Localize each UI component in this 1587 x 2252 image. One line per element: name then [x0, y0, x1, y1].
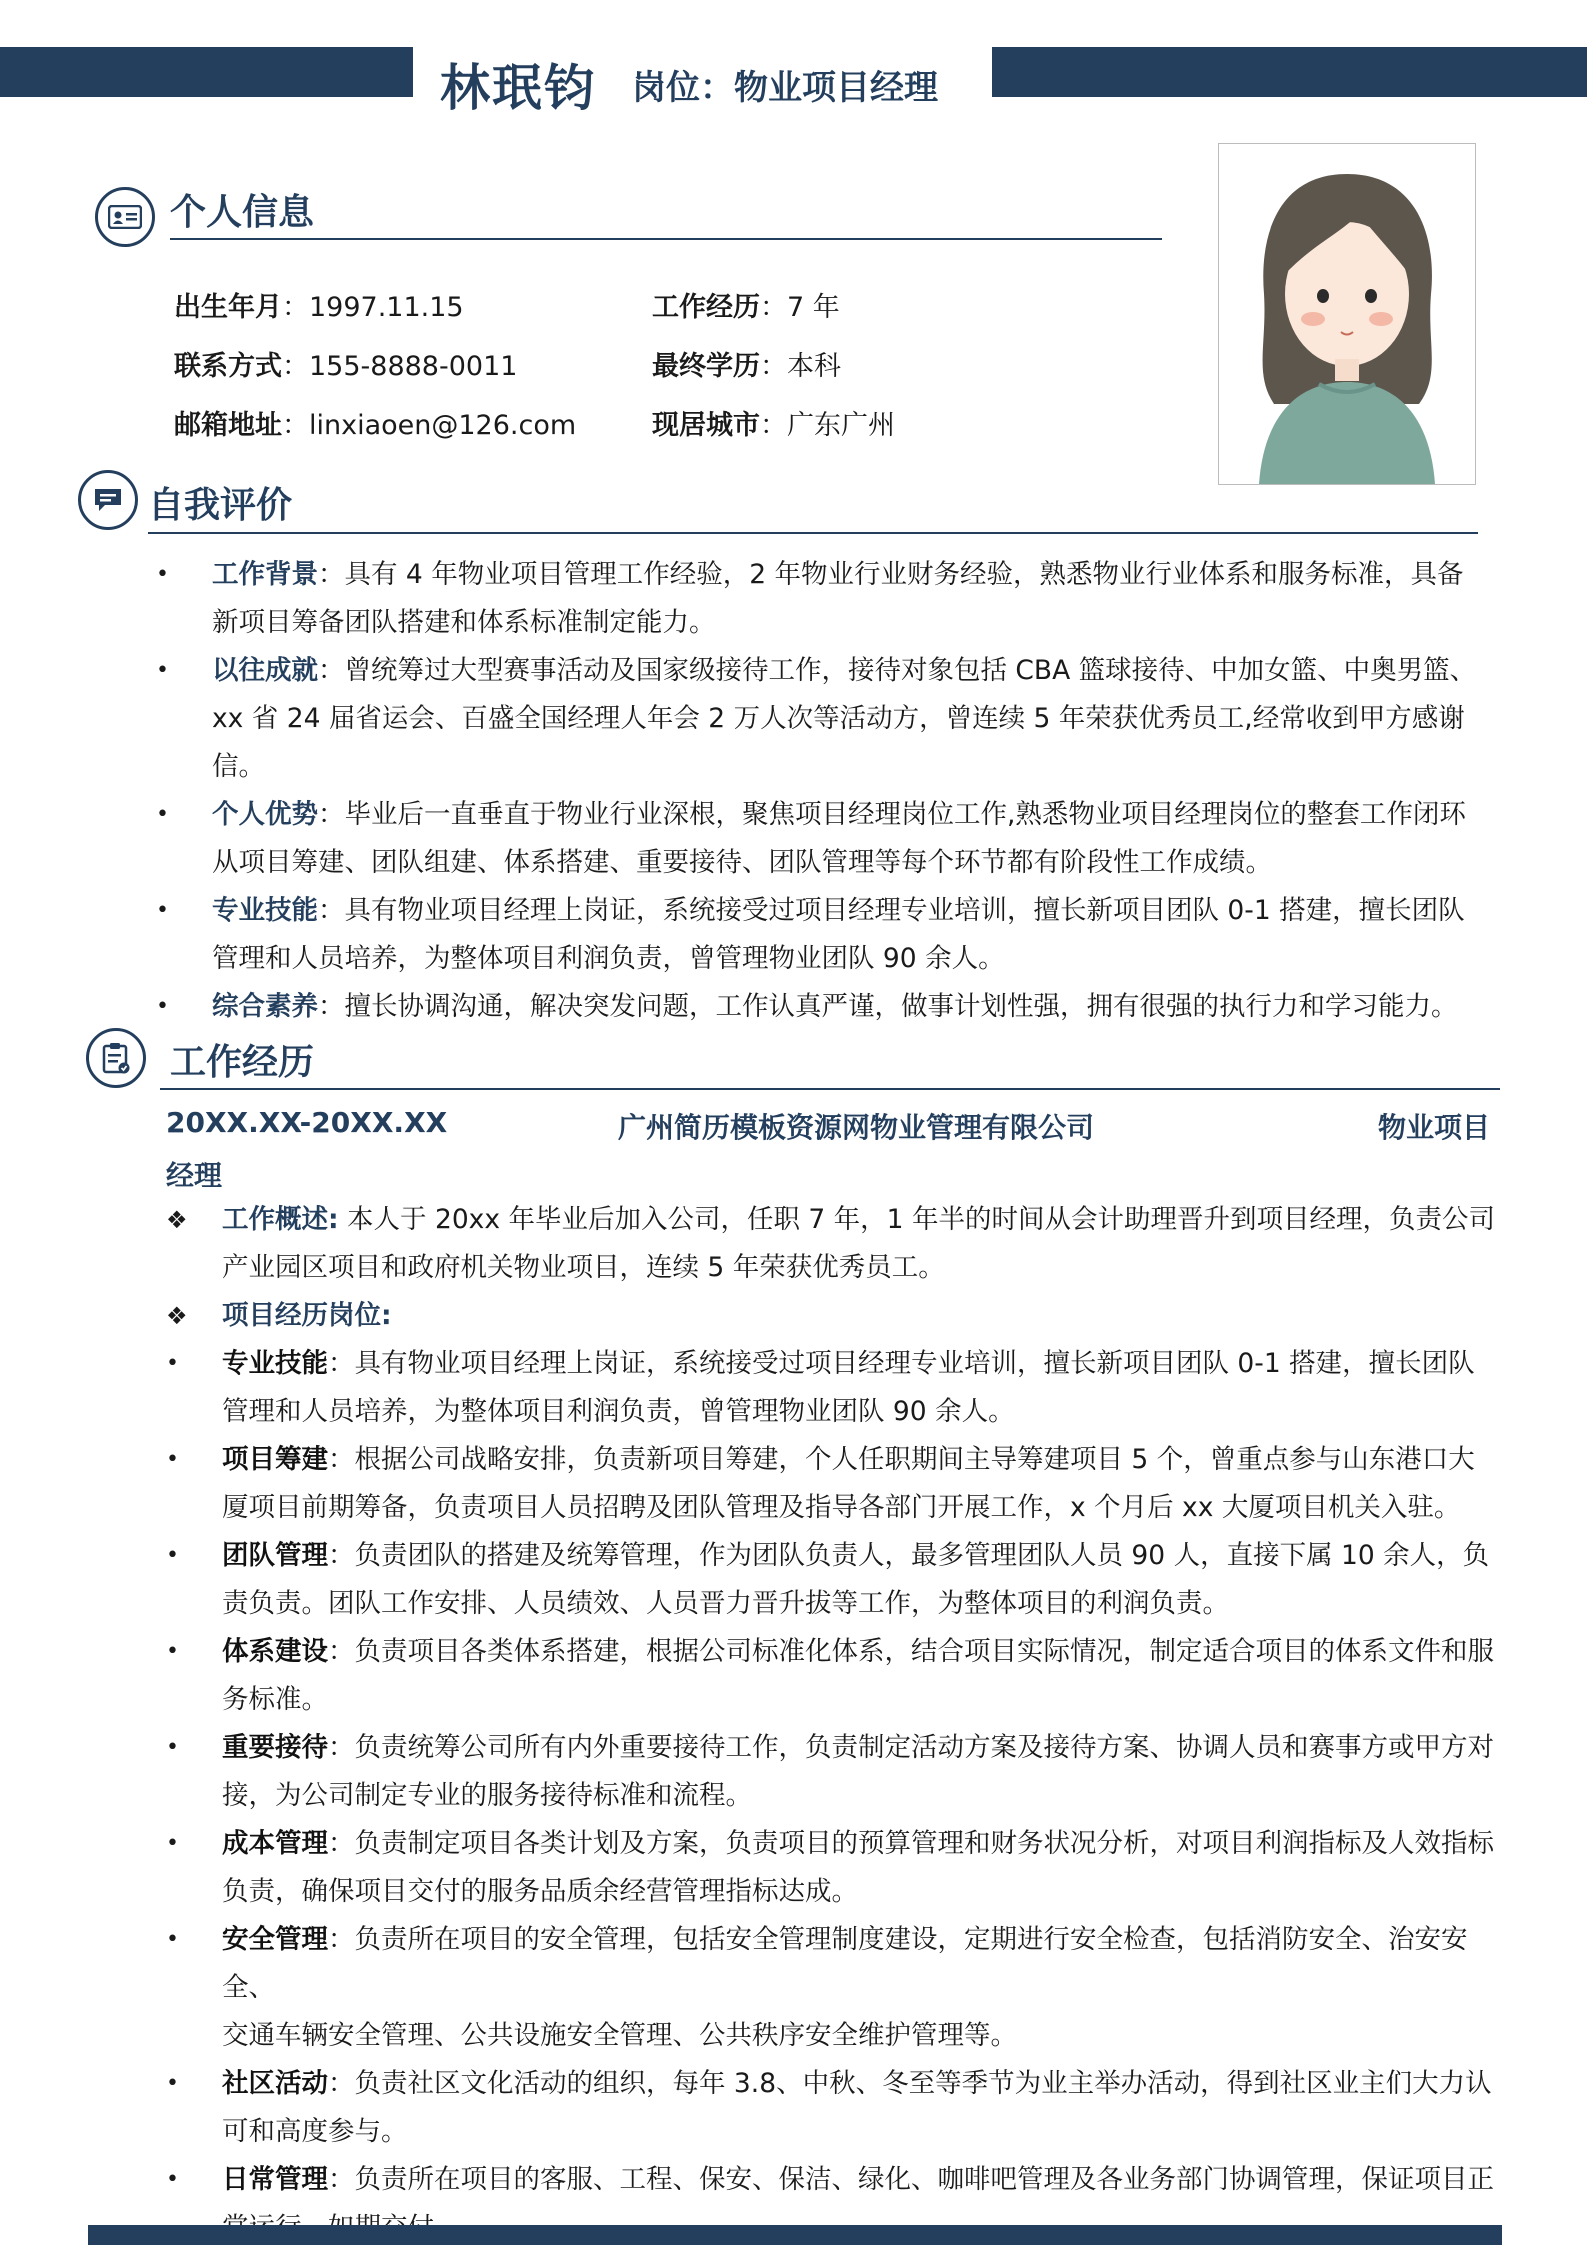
self-eval-list — [156, 551, 1496, 1031]
bullet-icon: • — [166, 1351, 179, 1376]
list-item: • 重要接待：负责统筹公司所有内外重要接待工作，负责制定活动方案及接待方案、协调人员和赛事方或甲方对 接，为公司制定专业的服务接待标准和流程。 — [166, 1724, 1506, 1820]
info-email: 邮箱地址：linxiaoen@126.com — [174, 410, 577, 441]
job-role: 物业项目 — [1378, 1111, 1491, 1144]
bullet-icon: • — [156, 802, 169, 827]
list-item: • 体系建设：负责项目各类体系搭建，根据公司标准化体系，结合项目实际情况，制定适合项目的体系文件和服 务标准。 — [166, 1628, 1506, 1724]
clipboard-icon — [86, 1028, 146, 1088]
section-title-work: 工作经历 — [170, 1042, 315, 1083]
job-company: 广州简历模板资源网物业管理有限公司 — [618, 1111, 1095, 1144]
list-item: • 工作背景：具有 4 年物业项目管理工作经验，2 年物业行业财务经验，熟悉物业行业体系和服务标准，具备 新项目筹备团队搭建和体系标准制定能力。 — [156, 551, 1496, 647]
list-item: • 个人优势：毕业后一直垂直于物业行业深根，聚焦项目经理岗位工作,熟悉物业项目经理岗位的整套工作闭环 从项目筹建、团队组建、体系搭建、重要接待、团队管理等每个环节都有阶段性工作成绩。 — [156, 791, 1496, 887]
list-item: • 成本管理：负责制定项目各类计划及方案，负责项目的预算管理和财务状况分析，对项目利润指标及人效指标 负责，确保项目交付的服务品质余经营管理指标达成。 — [166, 1820, 1506, 1916]
list-item: • 项目筹建：根据公司战略安排，负责新项目筹建，个人任职期间主导筹建项目 5 个，曾重点参与山东港口大 厦项目前期筹备，负责项目人员招聘及团队管理及指导各部门开展工作，x 个月后 xx 大厦项目机关入驻。 — [166, 1436, 1506, 1532]
bullet-icon: • — [156, 994, 169, 1019]
info-phone: 联系方式：155-8888-0011 — [174, 351, 518, 382]
work-duties-list — [166, 1340, 1506, 2252]
section-divider — [148, 532, 1478, 534]
candidate-name: 林珉钧 — [440, 59, 596, 117]
bullet-icon: • — [166, 1543, 179, 1568]
info-birth: 出生年月：1997.11.15 — [174, 292, 464, 323]
footer-bar — [88, 2225, 1502, 2245]
list-item: • 专业技能：具有物业项目经理上岗证，系统接受过项目经理专业培训，擅长新项目团队 0-1 搭建，擅长团队 管理和人员培养，为整体项目利润负责，曾管理物业团队 90 余人。 — [166, 1340, 1506, 1436]
info-education: 最终学历：本科 — [652, 351, 841, 382]
list-item: ❖ 工作概述: 本人于 20xx 年毕业后加入公司，任职 7 年，1 年半的时间从会计助理晋升到项目经理，负责公司 产业园区项目和政府机关物业项目，连续 5 年荣获优秀员工。 — [166, 1196, 1506, 1292]
bullet-icon: • — [156, 898, 169, 923]
diamond-bullet-icon: ❖ — [166, 1206, 188, 1234]
diamond-bullet-icon: ❖ — [166, 1302, 188, 1330]
work-overview — [166, 1196, 1506, 1340]
list-item: • 综合素养：擅长协调沟通，解决突发问题，工作认真严谨，做事计划性强，拥有很强的执行力和学习能力。 — [156, 983, 1496, 1031]
list-item: • 安全管理：负责所在项目的安全管理，包括安全管理制度建设，定期进行安全检查，包括消防安全、治安安全、 交通车辆安全管理、公共设施安全管理、公共秩序安全维护管理等。 — [166, 1916, 1506, 2060]
bullet-icon: • — [166, 2167, 179, 2192]
job-period: 20XX.XX-20XX.XX — [166, 1106, 448, 1139]
list-item: • 团队管理：负责团队的搭建及统筹管理，作为团队负责人，最多管理团队人员 90 人，直接下属 10 余人，负 责负责。团队工作安排、人员绩效、人员晋力晋升拔等工作，为整体项目的利润负责。 — [166, 1532, 1506, 1628]
list-item: • 专业技能：具有物业项目经理上岗证，系统接受过项目经理专业培训，擅长新项目团队 0-1 搭建，擅长团队 管理和人员培养，为整体项目利润负责，曾管理物业团队 90 余人。 — [156, 887, 1496, 983]
list-item: ❖ 项目经历岗位: — [166, 1292, 1506, 1340]
id-card-icon — [95, 187, 155, 247]
header-bar-left — [0, 47, 413, 97]
bullet-icon: • — [166, 1735, 179, 1760]
comment-icon — [78, 470, 138, 530]
list-item: • 以往成就：曾统筹过大型赛事活动及国家级接待工作，接待对象包括 CBA 篮球接待、中加女篮、中奥男篮、 xx 省 24 届省运会、百盛全国经理人年会 2 万人次等活动方，曾连续 5 年荣获优秀员工,经常收到甲方感谢信。 — [156, 647, 1496, 791]
bullet-icon: • — [156, 658, 169, 683]
header-bar-right — [992, 47, 1587, 97]
list-item: • 日常管理：负责所在项目的客服、工程、保安、保洁、绿化、咖啡吧管理及各业务部门协调管理，保证项目正 — [166, 2156, 1506, 2252]
bullet-icon: • — [166, 1639, 179, 1664]
list-item: • 社区活动：负责社区文化活动的组织，每年 3.8、中秋、冬至等季节为业主举办活动，得到社区业主们大力认 可和高度参与。 — [166, 2060, 1506, 2156]
section-divider — [170, 238, 1162, 240]
section-title-self-eval: 自我评价 — [148, 485, 293, 526]
bullet-icon: • — [166, 2071, 179, 2096]
bullet-icon: • — [156, 562, 169, 587]
section-title-personal: 个人信息 — [170, 192, 315, 233]
section-divider — [160, 1088, 1500, 1090]
job-role-continued: 经理 — [166, 1159, 223, 1192]
info-city: 现居城市：广东广州 — [652, 410, 895, 441]
profile-photo — [1218, 143, 1476, 485]
bullet-icon: • — [166, 1831, 179, 1856]
job-position: 岗位：物业项目经理 — [632, 68, 938, 108]
bullet-icon: • — [166, 1927, 179, 1952]
info-experience: 工作经历：7 年 — [652, 292, 840, 323]
bullet-icon: • — [166, 1447, 179, 1472]
